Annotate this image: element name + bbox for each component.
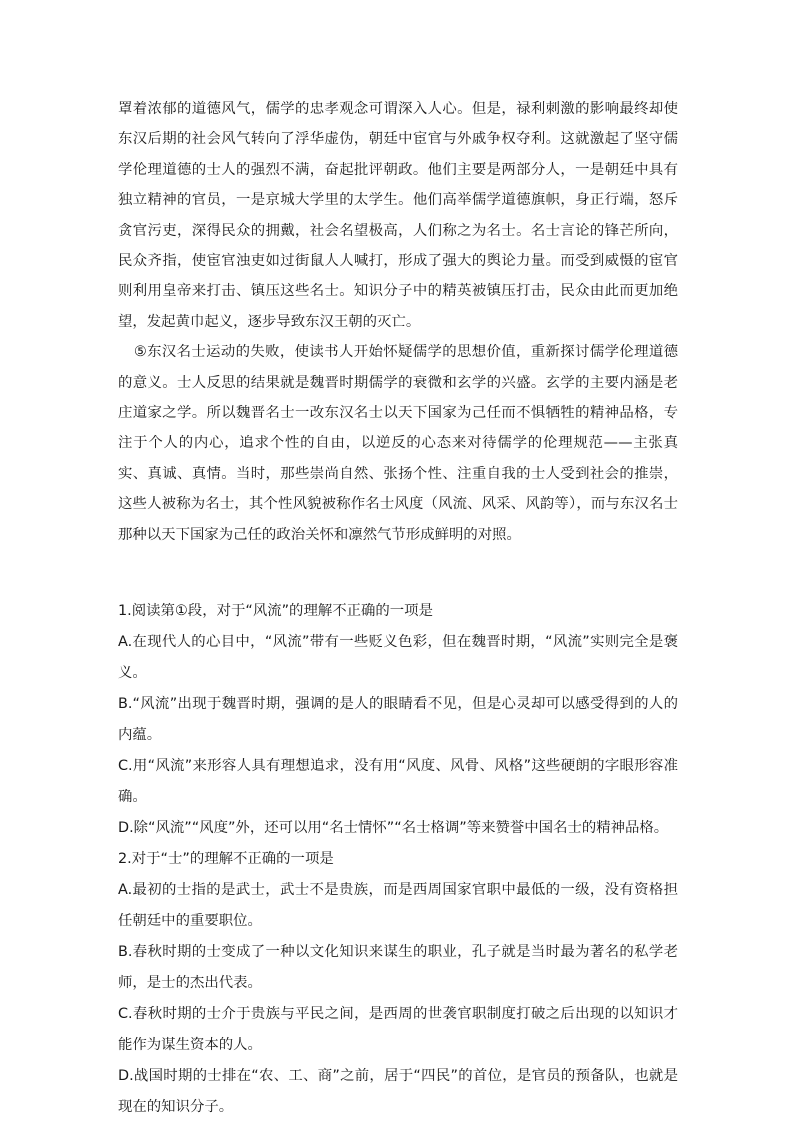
passage-paragraph-5: ⑤东汉名士运动的失败，使读书人开始怀疑儒学的思想价值，重新探讨儒学伦理道德的意义。士人反思的结果就是魏晋时期儒学的衰微和玄学的兴盛。玄学的主要内涵是老庄道家之学。所以魏晋名士一改东汉名士以天下国家为己任而不惧牺牲的精神品格，专注于个人的内心，追求个性的自由，以逆反的心态来对待儒学的伦理规范——主张真实、真诚、真情。当时，那些崇尚自然、张扬个性、注重自我的士人受到社会的推崇，这些人被称为名士，其个性风貌被称作名士风度（风流、风采、风韵等），而与东汉名士那种以天下国家为己任的政治关怀和凛然气节形成鲜明的对照。 xyxy=(118,344,678,543)
question-stem: 2.对于“士”的理解不正确的一项是 xyxy=(118,851,334,867)
option-d: D.除“风流”“风度”外，还可以用“名士情怀”“名士格调”等来赞誉中国名士的精神品格。 xyxy=(118,820,669,836)
option-d: D.战国时期的士排在“农、工、商”之前，居于“四民”的首位，是官员的预备队，也就是现在的知识分子。 xyxy=(118,1068,678,1115)
option-a: A.最初的士指的是武士，武士不是贵族，而是西周国家官职中最低的一级，没有资格担任朝廷中的重要职位。 xyxy=(118,882,678,929)
passage-paragraph-continued: 罩着浓郁的道德风气，儒学的忠孝观念可谓深入人心。但是，禄利刺激的影响最终却使东汉后期的社会风气转向了浮华虚伪，朝廷中宦官与外戚争权夺利。这就激起了坚守儒学伦理道德的士人的强烈不满，奋起批评朝政。他们主要是两部分人，一是朝廷中具有独立精神的官员，一是京城大学里的太学生。他们高举儒学道德旗帜，身正行端，怒斥贪官污吏，深得民众的拥戴，社会名望极高，人们称之为名士。名士言论的锋芒所向，民众齐指，使宦官浊吏如过街鼠人人喊打，形成了强大的舆论力量。而受到威慑的宦官则利用皇帝来打击、镇压这些名士。知识分子中的精英被镇压打击，民众由此而更加绝望，发起黄巾起义，逐步导致东汉王朝的灭亡。 xyxy=(118,101,678,330)
option-a: A.在现代人的心目中，“风流”带有一些贬义色彩，但在魏晋时期，“风流”实则完全是褒义。 xyxy=(118,634,678,681)
question-section xyxy=(118,596,678,1123)
option-c: C.用“风流”来形容人具有理想追求，没有用“风度、风骨、风格”这些硬朗的字眼形容准确。 xyxy=(118,758,678,805)
option-b: B.“风流”出现于魏晋时期，强调的是人的眼睛看不见，但是心灵却可以感受得到的人的内蕴。 xyxy=(118,696,678,743)
question-stem: 1.阅读第①段，对于“风流”的理解不正确的一项是 xyxy=(118,603,433,619)
option-b: B.春秋时期的士变成了一种以文化知识来谋生的职业，孔子就是当时最为著名的私学老师，是士的杰出代表。 xyxy=(118,944,678,991)
option-c: C.春秋时期的士介于贵族与平民之间，是西周的世袭官职制度打破之后出现的以知识才能作为谋生资本的人。 xyxy=(118,1006,678,1053)
question-1 xyxy=(118,596,678,844)
question-2 xyxy=(118,844,678,1123)
reading-passage xyxy=(118,94,678,550)
